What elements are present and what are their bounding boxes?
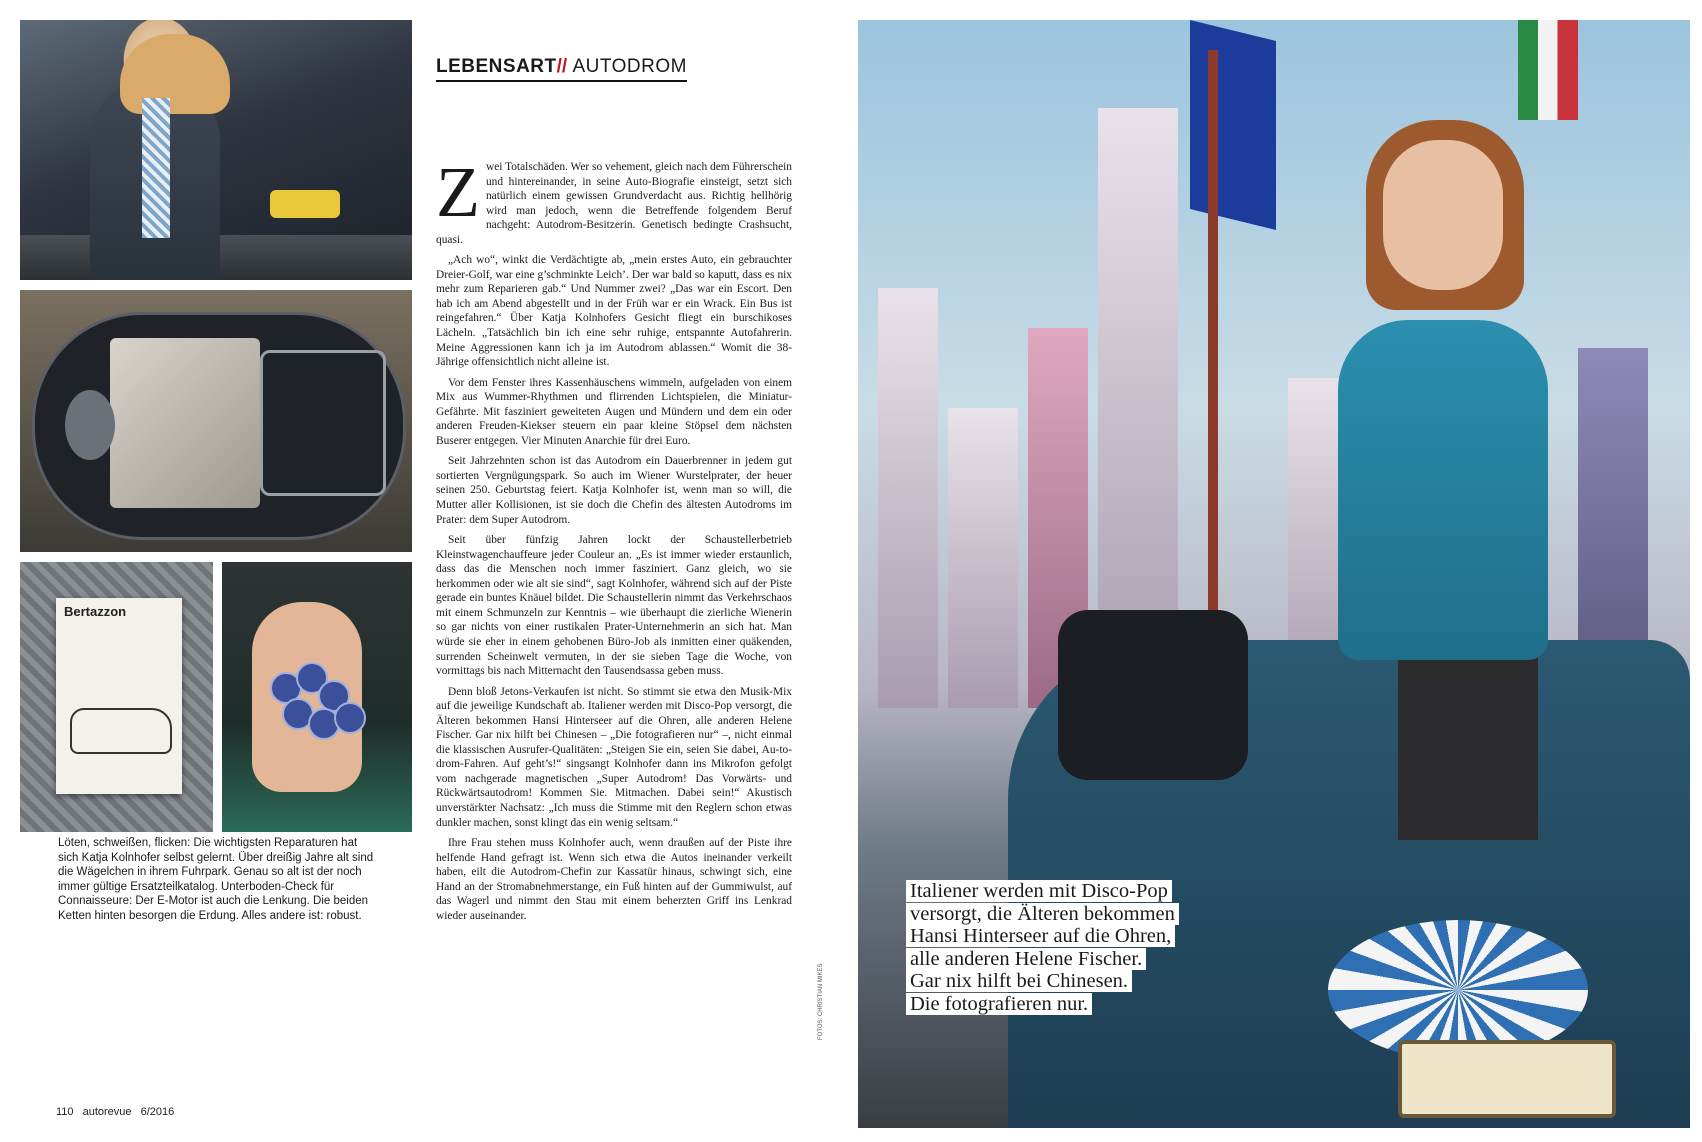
photo-caption: Löten, schweißen, flicken: Die wichtigsten Reparaturen hat sich Katja Kolnhofer selbst gelernt. Über dreißig Jahre alt sind die Wägelchen in ihrem Fuhrpark. Genau so alt ist der noch immer gültige Ersatzteilkatalog. Unterboden-Check für Connaisseure: Der E-Motor ist auch die Lenkung. Die beiden Ketten hinten besorgen die Erdung. Alles andere ist: robust. bbox=[58, 837, 374, 922]
catalog-logo: Bertazzon bbox=[64, 604, 127, 619]
car-floor-plate bbox=[110, 338, 260, 508]
woman-legs bbox=[1398, 640, 1538, 840]
mural-building bbox=[948, 408, 1018, 708]
car-emblem bbox=[1328, 920, 1588, 1060]
page-footer bbox=[56, 1106, 180, 1118]
eu-flag bbox=[1190, 20, 1276, 230]
photo-parts-catalog bbox=[20, 562, 213, 832]
drop-cap: Z bbox=[436, 152, 480, 232]
section-slash: // bbox=[556, 56, 568, 77]
scarf bbox=[142, 98, 170, 238]
photo-credit: FOTOS: CHRISTIAN MIKES bbox=[818, 963, 824, 1040]
pull-quote-line: Die fotografieren nur. bbox=[906, 993, 1092, 1015]
article-body bbox=[436, 152, 792, 929]
article-paragraph: „Ach wo“, winkt die Verdächtigte ab, „mein erstes Auto, ein gebrauchter Dreier-Golf, war eine g’schminkte Leich’. Der war bald so kaputt, dass es nix mehr zum Reparieren gab.“ Und Nummer zwei? „Das war ein Escort. Den hab ich am Abend abgestellt und in der Früh war er ein Wrack. Ein Bus ist reingefahren.“ Über Katja Kolnhofers Gesicht fliegt ein burschikoses Lächeln. „Tatsächlich bin ich eine sehr ruhige, entspannte Autofahrerin. Meine Aggressionen kann ich ja im Autodrom ablassen.“ Womit die 38-Jährige offensichtlich nicht alleine ist. bbox=[436, 254, 792, 369]
paragraph-text: wei Totalschäden. Wer so vehement, gleich nach dem Führerschein und hintereinander, in seine Auto-Biografie einsteigt, setzt sich natürlich einem gewissen Grundverdacht aus. Richtig hellhörig wird man jedoch, wenn die Betreffende folgendem Beruf nachgeht: Autodrom-Besitzerin. Genetisch bedingte Crashsucht, quasi. bbox=[436, 161, 792, 246]
issue-number: 6/2016 bbox=[140, 1106, 175, 1118]
article-paragraph: Seit Jahrzehnten schon ist das Autodrom ein Dauerbrenner in jedem gut sortierten Vergnügungspark. So auch im Wiener Wurstelprater, der heuer seinen 250. Geburtstag feiert. Katja Kolnhofer ist, wenn man so will, die Mutter aller Kollisionen, ist sie doch die Chefin des ältesten Autodroms im Prater: dem Super Autodrom. bbox=[436, 455, 792, 526]
photo-bumper-car-underside bbox=[20, 290, 412, 552]
jeton bbox=[334, 702, 366, 734]
article-paragraph: Ihre Frau stehen muss Kolnhofer auch, wenn draußen auf der Piste ihre helfende Hand gefragt ist. Wenn sich etwa die Autos ineinander verkeilt haben, eilt die Autodrom-Chefin zur Kassatür hinaus, schwingt sich, eine Hand an der Stromabnehmerstange, ein Fuß hinten auf der Gummiwulst, auf das Wagerl und nimmt den Stau mit einem beherzten Griff ins Lenkrad wieder auseinander. bbox=[436, 837, 792, 922]
article-paragraph: Seit über fünfzig Jahren lockt der Schaustellerbetrieb Kleinstwagenchauffeure jeder Couleur an. „Es ist immer wieder erstaunlich, dass das die Menschen noch immer fasziniert. Ganz gleich, wo sie herkommen oder wie alt sie sind“, sagt Kolnhofer, während sich auf der Piste gerade ein buntes Knäuel bildet. Die Schaustellerin nimmt das Verkehrschaos mit einem Schmunzeln zur Kenntnis – wie überhaupt die zierliche Wienerin so gar nichts von einer rustikalen Prater-Unternehmerin an sich hat. Man würde sie eher in einem gehobenen Büro-Job als inmitten einer quäkenden, surrenden Scheinwelt vermuten, in der sie sieben Tage die Woche, von vormittags bis nach Mitternacht den Tausendsassa geben muss. bbox=[436, 534, 792, 678]
italian-flag bbox=[1518, 20, 1578, 120]
pull-quote-line: Italiener werden mit Disco-Pop bbox=[906, 880, 1172, 902]
section-header bbox=[436, 56, 687, 82]
woman-torso bbox=[1338, 320, 1548, 660]
pull-quote-line: Hansi Hinterseer auf die Ohren, bbox=[906, 925, 1175, 947]
article-paragraph: Denn bloß Jetons-Verkaufen ist nicht. So stimmt sie etwa den Musik-Mix auf die jeweilige Kundschaft ab. Italiener werden mit Disco-Pop versorgt, die Älteren bekommen Hansi Hinterseer auf die Ohren, alle anderen Helene Fischer. Gar nix hilft bei Chinesen – „Die fotografieren nur“ –, nicht einmal die klassischen Ausrufer-Qualitäten: „Steigen Sie ein, seien Sie dabei, Au-to-drom-Fahren. Auf geht’s!“ singsangt Kolnhofer dann ins Mikrofon gefolgt vom nachgerade magnetischen „Super Autodrom! Das Vorwärts- und Rückwärtsautodrom! Kommen Sie. Mitmachen. Dabei sein!“ Akustisch unverstärkter Nachsatz: „Ich muss die Stimme mit den Reglern schon etwas dunkler machen, sonst klingt das ein wenig seltsam.“ bbox=[436, 685, 792, 829]
car-motor bbox=[65, 390, 115, 460]
pull-quote-line: versorgt, die Älteren bekommen bbox=[906, 903, 1179, 925]
page-number: 110 bbox=[56, 1106, 74, 1118]
photo-jetons-hand bbox=[222, 562, 412, 832]
photo-repair-workshop bbox=[20, 20, 412, 280]
pull-quote-line: Gar nix hilft bei Chinesen. bbox=[906, 970, 1132, 992]
bumper-car-seat bbox=[1058, 610, 1248, 780]
catalog-car-drawing bbox=[70, 708, 172, 754]
car-headlight bbox=[1398, 1040, 1616, 1118]
mural-building bbox=[878, 288, 938, 708]
magazine-name: autorevue bbox=[82, 1106, 132, 1118]
article-paragraph: Vor dem Fenster ihres Kassenhäuschens wimmeln, aufgeladen von einem Mix aus Wummer-Rhythmen und flirrenden Lichtspielen, die Miniatur-Gefährte. Mit fasziniert geweiteten Augen und Mündern und dem ein oder anderen Freuden-Kiekser steuern ein paar kleine Stöpsel dem nächsten Buserer entgegen. Vier Minuten Anarchie für drei Euro. bbox=[436, 376, 792, 447]
article-paragraph bbox=[436, 152, 792, 247]
section-kicker: LEBENSART bbox=[436, 56, 557, 77]
car-frame bbox=[260, 350, 386, 496]
woman-hair bbox=[120, 34, 230, 114]
woman-face bbox=[1383, 140, 1503, 290]
current-pole bbox=[1208, 50, 1218, 700]
catalog-sheet bbox=[56, 598, 182, 794]
pull-quote bbox=[906, 880, 1226, 1015]
soldering-tool bbox=[270, 190, 340, 218]
pull-quote-line: alle anderen Helene Fischer. bbox=[906, 948, 1146, 970]
section-topic: AUTODROM bbox=[572, 56, 687, 77]
